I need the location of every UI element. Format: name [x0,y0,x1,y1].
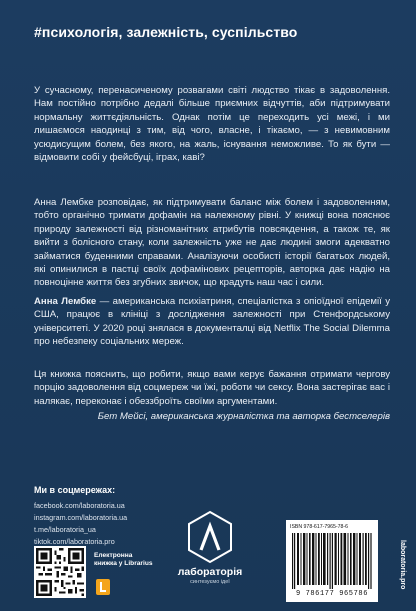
hashtags-heading: #психологія, залежність, суспільство [34,24,298,40]
ebook-label: Електронна книжка у Librarius [94,552,153,567]
quote-author: Бет Мейсі, американська журналістка та авторка бестселерів [97,411,390,422]
isbn-barcode [286,520,378,602]
publisher-logo [168,510,252,606]
social-link-telegram[interactable]: t.me/laboratoria_ua [34,525,96,534]
description-paragraph-1: У сучасному, перенасиченому розвагами світі людство тікає в задоволення. Нам постійно потрібно дедалі більше приємних відчуттів, аби підтримувати нормальну життєдіяльність. Однак потім це переходить усі межі, і ми лишаємося наодинці з тим, від чого, власне, і тікаємо, — з невимовним усюдисущим болем, без якого, на жаль, існування неможливе. То як бути — відмовити собі у фейсбуці, іграх, каві? [34,85,390,164]
social-title: Ми в соцмережах: [34,485,116,495]
barcode-icon [292,533,372,589]
barcode-digits: 9 786177 965786 [295,590,368,598]
publisher-name: лабораторія [177,566,243,578]
laboratoria-logo-icon [187,510,233,564]
side-url[interactable]: laboratoria.pro [399,540,406,590]
social-link-instagram[interactable]: instagram.com/laboratoria.ua [34,513,128,522]
librarius-badge-icon[interactable] [96,579,110,595]
qr-code-icon[interactable] [34,546,86,598]
isbn-text: ISBN 978-617-7965-78-6 [290,524,348,530]
social-links-list [34,500,127,548]
social-link-tiktok[interactable]: tiktok.com/laboratoria.pro [34,537,115,546]
publisher-tagline: синтезуємо ідеї [190,579,230,585]
author-bio-paragraph [34,295,390,349]
author-bio-text: — американська психіатриня, спеціалістка з опіоїдної епідемії у США, працює в клініці з дослідження залежності при Стенфордському університеті. У 2020 році знялася в документалці від Netflix The Social Dilemma про небезпеку соціальних мереж. [34,296,391,348]
author-name: Анна Лембке [34,296,97,307]
social-link-facebook[interactable]: facebook.com/laboratoria.ua [34,501,125,510]
quote-paragraph: Ця книжка пояснить, що робити, якщо вами керує бажання отримати чергову порцію задоволення від соцмереж чи їжі, роботи чи сексу. Вона застерігає вас і налякає, переконає і обеззброїть своїми аргументами. [34,369,390,407]
description-paragraph-2: Анна Лембке розповідає, як підтримувати баланс між болем і задоволенням, тобто органічно тримати дофамін на належному рівні. У книжці вона пояснює природу залежності від різноманітних атрибутів повсякдення, а також те, як вийти з болісного стану, коли залежність уже не дає людині змоги адекватно займатися буденними справами. Аналізуючи особисті історії багатьох людей, які опинилися в пастці своїх дофамінових рецепторів, авторка дає надію на повноцінне життя без згубних звичок, що крадуть наш час і сили. [34,197,390,289]
